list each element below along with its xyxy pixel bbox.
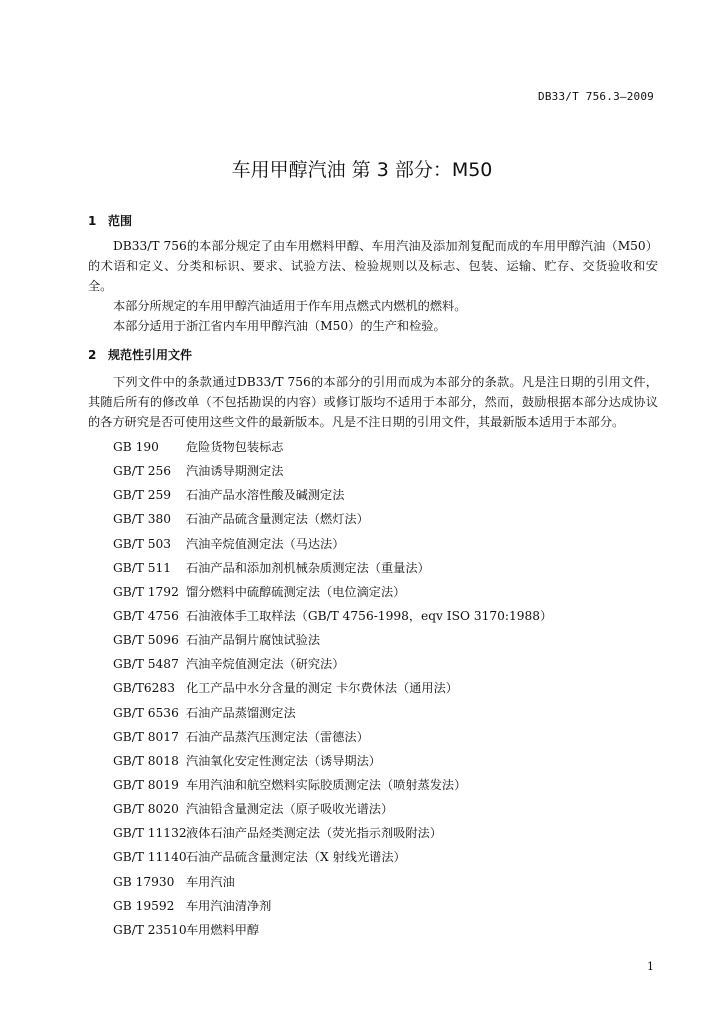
- reference-item: [113, 823, 552, 847]
- reference-item: [113, 799, 552, 823]
- section-number: 1: [88, 214, 97, 228]
- reference-title: 化工产品中水分含量的测定 卡尔费休法（通用法）: [186, 681, 458, 696]
- reference-item: [113, 558, 552, 582]
- reference-item: [113, 606, 552, 630]
- reference-code: GB/T 8019: [113, 777, 179, 792]
- reference-code: GB 19592: [113, 898, 175, 913]
- reference-title: 液体石油产品烃类测定法（荧光指示剂吸附法）: [186, 826, 442, 841]
- reference-item: [113, 872, 552, 896]
- reference-code: GB/T 8020: [113, 802, 179, 817]
- reference-item: [113, 582, 552, 606]
- section-heading-scope: [88, 212, 132, 229]
- reference-title: 汽油氧化安定性测定法（诱导期法）: [186, 753, 381, 768]
- document-title: 车用甲醇汽油 第 3 部分：M50: [231, 159, 493, 181]
- reference-item: [113, 509, 552, 533]
- reference-code: GB/T 503: [113, 536, 172, 551]
- reference-item: [113, 847, 552, 871]
- reference-item: [113, 727, 552, 751]
- reference-title: 石油产品和添加剂机械杂质测定法（重量法）: [186, 560, 430, 575]
- reference-title: 汽油辛烷值测定法（研究法）: [186, 657, 345, 672]
- document-code: DB33/T 756.3—2009: [538, 90, 654, 103]
- reference-title: 石油产品硫含量测定法（X 射线光谱法）: [186, 850, 406, 865]
- reference-item: [113, 654, 552, 678]
- reference-item: [113, 461, 552, 485]
- reference-item: [113, 920, 552, 944]
- reference-code: GB/T 23510: [113, 922, 187, 937]
- reference-item: [113, 678, 552, 702]
- reference-title: 车用燃料甲醇: [186, 922, 260, 937]
- reference-item: [113, 485, 552, 509]
- reference-code: GB/T 5096: [113, 633, 179, 648]
- page-number: 1: [647, 960, 654, 973]
- section-heading-normative-references: [88, 346, 192, 363]
- reference-title: 危险货物包装标志: [186, 440, 284, 454]
- reference-code: GB/T6283: [113, 681, 175, 696]
- reference-item: [113, 775, 552, 799]
- reference-list: [113, 437, 552, 944]
- reference-code: GB 17930: [113, 874, 175, 889]
- reference-code: GB/T 259: [113, 488, 172, 503]
- reference-title: 馏分燃料中硫醇硫测定法（电位滴定法）: [186, 584, 406, 599]
- reference-item: [113, 534, 552, 558]
- reference-title: 石油产品水溶性酸及碱测定法: [186, 488, 345, 503]
- reference-code: GB/T 511: [113, 560, 172, 575]
- reference-title: 石油液体手工取样法（GB/T 4756-1998，eqv ISO 3170:1988）: [186, 608, 553, 623]
- reference-title: 汽油铅含量测定法（原子吸收光谱法）: [186, 802, 394, 817]
- reference-code: GB/T 4756: [113, 608, 179, 623]
- scope-paragraph: 本部分适用于浙江省内车用甲醇汽油（M50）的生产和检验。: [113, 319, 446, 333]
- reference-title: 汽油辛烷值测定法（马达法）: [186, 536, 345, 551]
- references-intro-paragraph: 下列文件中的条款通过DB33/T 756的本部分的引用而成为本部分的条款。凡是注日期的引用文件，其随后所有的修改单（不包括勘误的内容）或修订版均不适用于本部分，然而，鼓励根据本部分达成协议的各方研究是否可使用这些文件的最新版本。凡是不注日期的引用文件，其最新版本适用于本部分。: [88, 375, 658, 429]
- reference-item: [113, 703, 552, 727]
- reference-title: 石油产品铜片腐蚀试验法: [186, 633, 321, 648]
- reference-title: 汽油诱导期测定法: [186, 464, 284, 479]
- reference-item: [113, 437, 552, 461]
- reference-code: GB/T 8017: [113, 729, 179, 744]
- reference-item: [113, 896, 552, 920]
- scope-paragraph: DB33/T 756的本部分规定了由车用燃料甲醇、车用汽油及添加剂复配而成的车用甲醇汽油（M50）的术语和定义、分类和标识、要求、试验方法、检验规则以及标志、包装、运输、贮存、交货验收和安全。: [88, 239, 658, 293]
- reference-code: GB/T 8018: [113, 753, 179, 768]
- reference-title: 石油产品硫含量测定法（燃灯法）: [186, 512, 369, 527]
- reference-code: GB/T 6536: [113, 705, 179, 720]
- reference-title: 车用汽油清净剂: [186, 898, 272, 913]
- reference-title: 石油产品蒸馏测定法: [186, 705, 296, 720]
- reference-code: GB 190: [113, 440, 159, 454]
- reference-code: GB/T 256: [113, 464, 172, 479]
- reference-title: 石油产品蒸汽压测定法（雷德法）: [186, 729, 369, 744]
- reference-code: GB/T 1792: [113, 584, 179, 599]
- reference-title: 车用汽油和航空燃料实际胶质测定法（喷射蒸发法）: [186, 777, 467, 792]
- section-title: 范围: [108, 214, 133, 228]
- reference-code: GB/T 5487: [113, 657, 179, 672]
- section-title: 规范性引用文件: [108, 348, 193, 362]
- reference-code: GB/T 380: [113, 512, 172, 527]
- reference-code: GB/T 11132: [113, 826, 187, 841]
- scope-paragraph: 本部分所规定的车用甲醇汽油适用于作车用点燃式内燃机的燃料。: [113, 299, 467, 313]
- reference-code: GB/T 11140: [113, 850, 187, 865]
- reference-title: 车用汽油: [186, 874, 235, 889]
- section-number: 2: [88, 348, 97, 362]
- reference-item: [113, 751, 552, 775]
- reference-item: [113, 630, 552, 654]
